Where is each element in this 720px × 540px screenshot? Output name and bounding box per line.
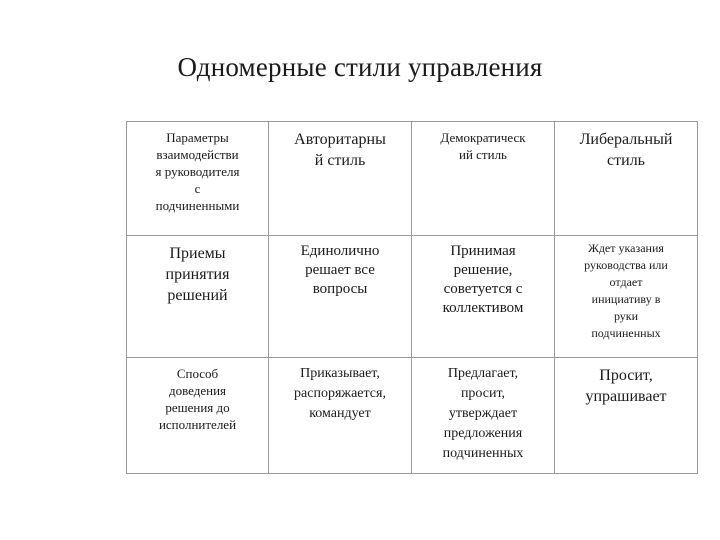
table-row-delivery <box>127 358 698 474</box>
row-delivery-democratic: Предлагает, просит, утверждает предложения подчиненных <box>442 366 524 461</box>
table-header-row <box>127 122 698 236</box>
row-decisions-authoritarian-cell <box>269 236 412 358</box>
header-cell-liberal <box>555 122 698 236</box>
row-delivery-label: Способ доведения решения до исполнителей <box>158 366 237 432</box>
page-title: Одномерные стили управления <box>177 52 543 82</box>
header-cell-authoritarian <box>269 122 412 236</box>
row-delivery-authoritarian: Приказывает, распоряжается, командует <box>294 366 386 421</box>
table-row-decisions <box>127 236 698 358</box>
row-delivery-democratic-cell <box>412 358 555 474</box>
row-decisions-liberal-cell <box>555 236 698 358</box>
row-delivery-authoritarian-cell <box>269 358 412 474</box>
row-decisions-label: Приемы принятия решений <box>165 245 230 304</box>
header-cell-democratic <box>412 122 555 236</box>
row-decisions-liberal: Ждет указания руководства или отдает инициативу в руки подчиненных <box>584 241 668 340</box>
row-decisions-authoritarian: Единолично решает все вопросы <box>300 243 380 297</box>
row-delivery-liberal-cell <box>555 358 698 474</box>
header-democratic-text: Демократическ ий стиль <box>440 130 526 162</box>
leadership-styles-table <box>126 121 698 474</box>
header-liberal-text: Либеральный стиль <box>579 131 673 169</box>
row-delivery-label-cell <box>127 358 269 474</box>
header-cell-parameters <box>127 122 269 236</box>
row-decisions-democratic-cell <box>412 236 555 358</box>
row-decisions-label-cell <box>127 236 269 358</box>
row-decisions-democratic: Принимая решение, советуется с коллективом <box>442 243 524 316</box>
row-delivery-liberal: Просит, упрашивает <box>585 367 667 405</box>
header-parameters-text: Параметры взаимодействи я руководителя с подчиненными <box>155 130 240 213</box>
header-authoritarian-text: Авторитарны й стиль <box>294 131 386 169</box>
